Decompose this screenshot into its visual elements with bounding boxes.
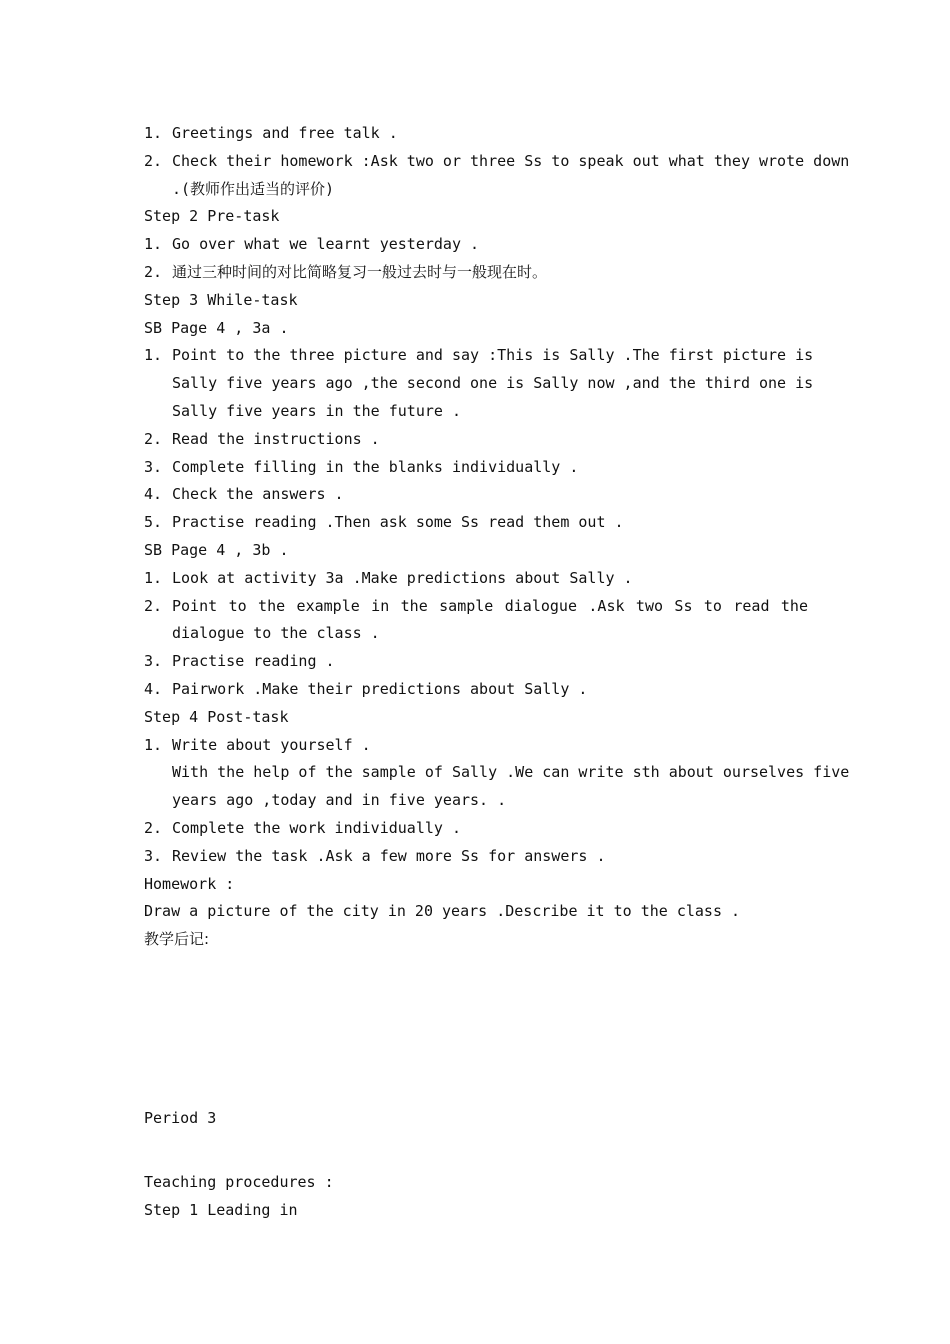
lesson-plan-body [144, 120, 850, 954]
list-item-number: 1. [144, 124, 163, 142]
heading-text: Step 2 Pre-task [144, 207, 280, 226]
step-1-heading: Step 1 Leading in [144, 1201, 298, 1219]
section-heading [144, 203, 808, 231]
list-item [144, 732, 808, 760]
list-item-number: 2. [144, 429, 163, 448]
list-item [144, 593, 808, 621]
list-item-continuation [144, 759, 850, 787]
list-item-continuation [144, 620, 808, 648]
list-item-number: 1. [144, 568, 163, 587]
list-item [144, 342, 814, 370]
heading-text: Homework : [144, 874, 235, 893]
list-item [144, 259, 808, 287]
list-item-text: Write about yourself . [172, 735, 371, 754]
list-item [144, 843, 808, 871]
list-item-number: 4. [144, 679, 163, 698]
list-item-text: Pairwork .Make their predictions about Sally . [172, 679, 588, 698]
list-item-number: 5. [144, 513, 163, 532]
list-item-text: Point to the example in the sample dialogue .Ask two Ss to read the [172, 596, 808, 615]
list-item-number: 2. [144, 262, 163, 281]
list-item-continuation [144, 787, 808, 815]
list-item-text: 通过三种时间的对比简略复习一般过去时与一般现在时。 [172, 262, 548, 281]
list-item-text: dialogue to the class . [172, 624, 380, 643]
list-item-text: Point to the three picture and say :This is Sally .The first picture is [172, 346, 814, 365]
list-item [144, 676, 808, 704]
list-item [144, 426, 808, 454]
list-item-text: .(教师作出适当的评价) [172, 179, 335, 198]
list-item-number: 3. [144, 457, 163, 476]
list-item-text: Check the answers . [172, 485, 344, 504]
list-item-text: Look at activity 3a .Make predictions about Sally . [172, 568, 633, 587]
list-item-number: 1. [144, 735, 163, 754]
heading-text: Draw a picture of the city in 20 years .Describe it to the class . [144, 902, 741, 921]
list-item-text: Go over what we learnt yesterday . [172, 235, 480, 254]
list-item-text: Check their homework :Ask two or three Ss to speak out what they wrote down [172, 151, 850, 170]
list-item-number: 1. [144, 235, 163, 254]
list-item-continuation [144, 398, 808, 426]
section-heading [144, 926, 808, 954]
list-item [144, 454, 808, 482]
heading-text: Step 4 Post-task [144, 707, 289, 726]
list-item-text: Sally five years ago ,the second one is Sally now ,and the third one is [172, 374, 814, 393]
heading-text: SB Page 4 , 3a . [144, 318, 289, 337]
list-item-number: 3. [144, 652, 163, 671]
list-item [144, 648, 808, 676]
list-item [144, 509, 808, 537]
heading-text: Step 3 While-task [144, 290, 298, 309]
section-heading [144, 898, 808, 926]
list-item [144, 231, 808, 259]
list-item [144, 565, 808, 593]
list-item [144, 815, 808, 843]
list-item-text: years ago ,today and in five years. . [172, 791, 507, 810]
list-item-number: 1. [144, 346, 163, 365]
heading-text: 教学后记: [144, 930, 210, 949]
list-item-text: Complete filling in the blanks individually . [172, 457, 579, 476]
list-item-text: Practise reading . [172, 652, 335, 671]
list-item [144, 481, 808, 509]
list-item-number: 2. [144, 818, 163, 837]
list-item-text: With the help of the sample of Sally .We can write sth about ourselves five [172, 763, 850, 782]
list-item-text: Greetings and free talk . [172, 124, 398, 142]
list-item-text: Review the task .Ask a few more Ss for answers . [172, 846, 606, 865]
period-title: Period 3 [144, 1109, 217, 1127]
list-item-text: Sally five years in the future . [172, 401, 461, 420]
teaching-procedures-heading: Teaching procedures : [144, 1173, 334, 1191]
list-item-number: 3. [144, 846, 163, 865]
list-item-number: 2. [144, 596, 163, 615]
list-item-text: Read the instructions . [172, 429, 380, 448]
list-item-text: Practise reading .Then ask some Ss read them out . [172, 513, 624, 532]
section-heading [144, 871, 808, 899]
list-item [144, 120, 808, 148]
list-item-text: Complete the work individually . [172, 818, 461, 837]
section-heading [144, 704, 808, 732]
heading-text: SB Page 4 , 3b . [144, 540, 289, 559]
list-item-number: 2. [144, 151, 163, 170]
list-item-number: 4. [144, 485, 163, 504]
section-heading [144, 537, 808, 565]
section-heading [144, 287, 808, 315]
list-item [144, 148, 850, 176]
list-item-continuation [144, 370, 814, 398]
section-heading [144, 315, 808, 343]
list-item-continuation [144, 176, 808, 204]
